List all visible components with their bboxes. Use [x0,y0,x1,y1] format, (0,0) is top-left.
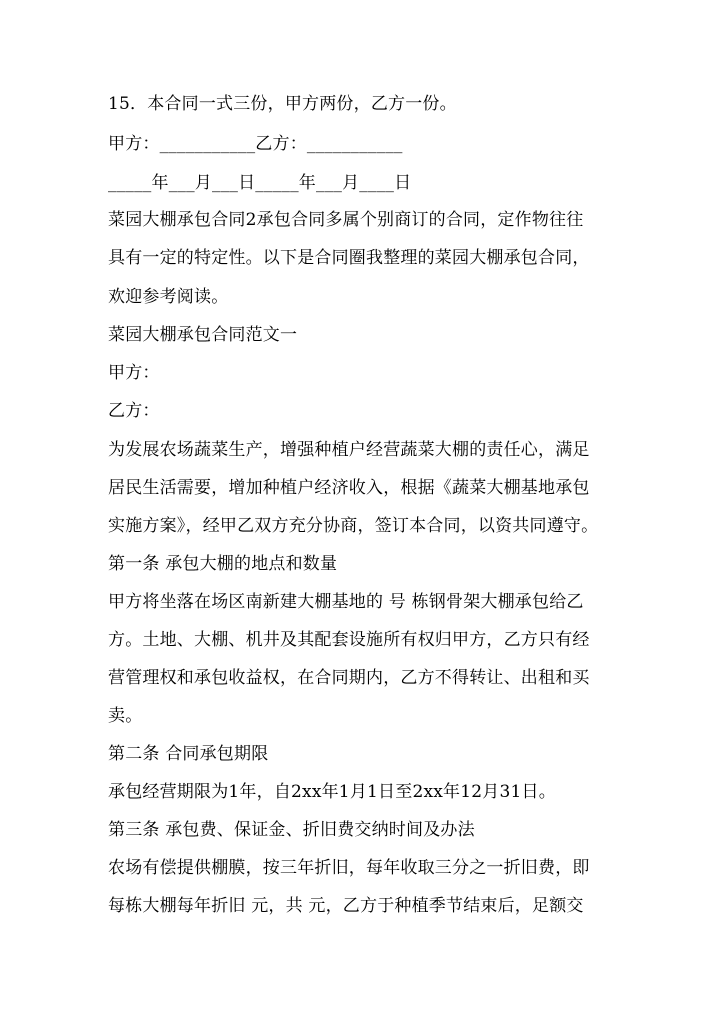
article-3-heading: 第三条 承包费、保证金、折旧费交纳时间及办法 [108,820,475,840]
article-1-line-1: 甲方将坐落在场区南新建大棚基地的 号 栋钢骨架大棚承包给乙 [108,592,584,612]
article-1-line-4: 卖。 [108,706,143,726]
article-2-heading: 第二条 合同承包期限 [108,744,269,764]
clause-15-copies: 15．本合同一式三份，甲方两份，乙方一份。 [108,94,457,114]
intro-paragraph-line-3: 欢迎参考阅读。 [108,287,229,307]
article-2-line-1: 承包经营期限为1年，自2xx年1月1日至2xx年12月31日。 [108,782,556,802]
article-3-line-1: 农场有偿提供棚膜，按三年折旧，每年收取三分之一折旧费，即 [108,858,590,878]
intro-paragraph-line-2: 具有一定的特定性。以下是合同圈我整理的菜园大棚承包合同， [108,248,590,268]
article-1-line-3: 营管理权和承包收益权，在合同期内，乙方不得转让、出租和买 [108,668,590,688]
signature-parties-line: 甲方：___________乙方：___________ [108,134,403,154]
sample-title: 菜园大棚承包合同范文一 [108,325,298,345]
article-3-line-2: 每栋大棚每年折旧 元，共 元，乙方于种植季节结束后，足额交 [108,896,584,916]
preamble-line-1: 为发展农场蔬菜生产，增强种植户经营蔬菜大棚的责任心，满足 [108,440,590,460]
party-a-label: 甲方： [108,363,160,383]
intro-paragraph-line-1: 菜园大棚承包合同2承包合同多属个别商订的合同，定作物往往 [108,210,584,230]
signature-date-line: _____年___月___日_____年___月____日 [108,173,412,193]
preamble-line-3: 实施方案》，经甲乙双方充分协商，签订本合同，以资共同遵守。 [108,516,599,536]
article-1-heading: 第一条 承包大棚的地点和数量 [108,554,338,574]
preamble-line-2: 居民生活需要，增加种植户经济收入，根据《蔬菜大棚基地承包 [108,478,590,498]
article-1-line-2: 方。土地、大棚、机井及其配套设施所有权归甲方，乙方只有经 [108,630,590,650]
party-b-label: 乙方： [108,401,160,421]
